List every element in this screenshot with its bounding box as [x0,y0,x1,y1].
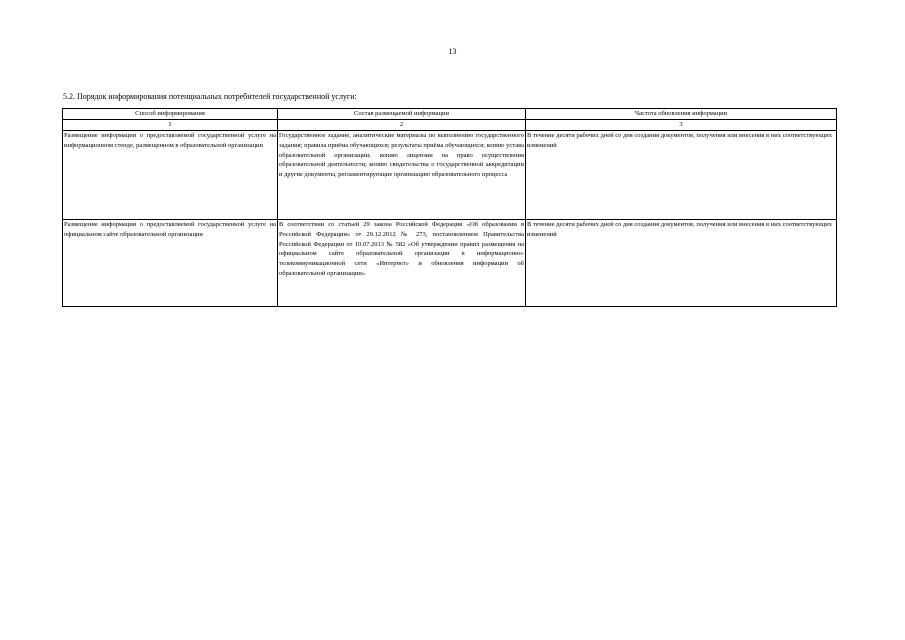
header-method: Способ информирования [63,109,278,120]
column-number: 1 [63,120,278,131]
column-number: 3 [526,120,837,131]
table-row [63,220,837,307]
header-content: Состав размещаемой информации [278,109,526,120]
cell-content: В соответствии со статьей 29 закона Российской Федерации «Об образовании в Российской Федерации» от 29.12.2012 № 273, постановлением Правительства Российской Федерации от 10.07.2013 № 582 «Об утверждении правил размещения на официальном сайте образовательной организации в информационно-телекоммуникационной сети «Интернет» и обновления информации об образовательной организации» [278,220,526,307]
column-number: 2 [278,120,526,131]
cell-frequency: В течение десяти рабочих дней со дня создания документов, получения или внесения в них соответствующих изменений [526,131,837,220]
table-header-row [63,109,837,120]
cell-content: Государственное задание, аналитические материалы по выполнению государственного задания; правила приёма обучающихся; результаты приёма обучающихся; копию устава образовательной организации; копию лицензии на право осуществления образовательной деятельности; копию свидетельства о государственной аккредитации и другие документы, регламентирующие организацию образовательного процесса [278,131,526,220]
table-row [63,131,837,220]
header-frequency: Частота обновления информации [526,109,837,120]
information-table [62,108,837,307]
section-heading: 5.2. Порядок информирования потенциальных потребителей государственной услуги: [63,92,357,101]
cell-method: Размещение информации о предоставляемой государственной услуге на информационном стенде, размещенном в образовательной организации [63,131,278,220]
cell-method: Размещение информации о предоставляемой государственной услуге на официальном сайте образовательной организации [63,220,278,307]
cell-frequency: В течение десяти рабочих дней со дня создания документов, получения или внесения в них соответствующих изменений [526,220,837,307]
page-number: 13 [448,47,457,56]
column-number-row [63,120,837,131]
